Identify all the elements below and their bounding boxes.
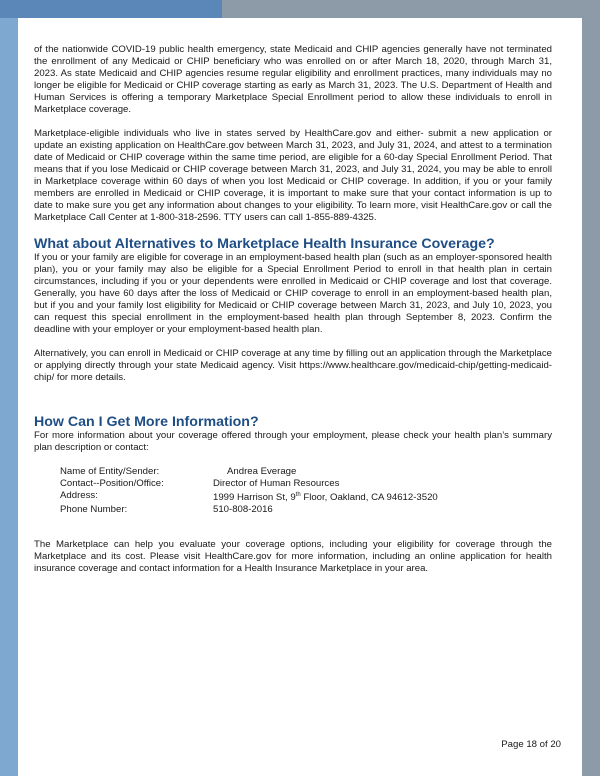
contact-value: Andrea Everage — [227, 466, 297, 477]
contact-row-entity — [60, 466, 552, 478]
heading-alternatives: What about Alternatives to Marketplace Health Insurance Coverage? — [34, 236, 495, 252]
contact-row-position — [60, 478, 552, 490]
contact-label: Name of Entity/Sender: — [60, 466, 160, 477]
right-margin-band — [582, 18, 600, 776]
contact-value — [213, 490, 438, 504]
paragraph-medicaid-alternative: Alternatively, you can enroll in Medicaid or CHIP coverage at any time by filling out an application through the Marketplace or applying directly through your state Medicaid agency. Visit https://www.healthcare.gov/medicaid-chip/getting-medicaid-chip/ for more details. — [34, 348, 552, 383]
page-number: Page 18 of 20 — [501, 739, 561, 750]
header-band-gray — [222, 0, 600, 18]
heading-more-information: How Can I Get More Information? — [34, 414, 259, 430]
contact-value: 510-808-2016 — [213, 503, 273, 515]
address-superscript: th — [295, 491, 301, 498]
contact-block — [60, 466, 552, 515]
contact-label: Address: — [60, 489, 98, 501]
paragraph-contact-intro: For more information about your coverage offered through your employment, please check your health plan’s summary plan description or contact: — [34, 430, 552, 453]
contact-label: Contact--Position/Office: — [60, 477, 164, 489]
address-text: Floor, Oakland, CA 94612-3520 — [300, 491, 438, 503]
paragraph-covid-emergency: of the nationwide COVID-19 public health emergency, state Medicaid and CHIP agencies generally have not terminated the enrollment of any Medicaid or CHIP beneficiary who was enrolled on or after March 18, 2020, through March 31, 2023. As state Medicaid and CHIP agencies resume regular eligibility and enrollment practices, many individuals may no longer be eligible for Medicaid or CHIP coverage starting as early as March 31, 2023. The U.S. Department of Health and Human Services is offering a temporary Marketplace Special Enrollment period to allow these individuals to enroll in Marketplace coverage. — [34, 44, 552, 115]
page-sheet — [18, 18, 582, 776]
paragraph-marketplace-eligible: Marketplace-eligible individuals who live in states served by HealthCare.gov and either- submit a new application or update an existing application on HealthCare.gov between March 31, 2023, and July 31, 2024, and attest to a termination date of Medicaid or CHIP coverage within the same time period, are eligible for a 60-day Special Enrollment Period. That means that if you lose Medicaid or CHIP coverage between March 31, 2023, and July 31, 2024, you may be able to enroll in Marketplace coverage within 60 days of when you lost Medicaid or CHIP coverage. In addition, if you or your family members are enrolled in Medicaid or CHIP coverage, it is important to make sure that your contact information is up to date to make sure you get any information about changes to your eligibility. To learn more, visit HealthCare.gov or call the Marketplace Call Center at 1-800-318-2596. TTY users can call 1-855-889-4325. — [34, 128, 552, 223]
contact-label: Phone Number: — [60, 503, 128, 515]
page-content — [34, 44, 552, 587]
paragraph-marketplace-help: The Marketplace can help you evaluate your coverage options, including your eligibility for coverage through the Marketplace and its cost. Please visit HealthCare.gov for more information, including an online application for health insurance coverage and contact information for a Health Insurance Marketplace in your area. — [34, 539, 552, 575]
paragraph-employment-plan: If you or your family are eligible for coverage in an employment-based health plan (such as an employer-sponsored health plan), you or your family may also be eligible for a Special Enrollment Period to enroll in that health plan in certain circumstances, including if you or your dependents were enrolled in Medicaid or CHIP coverage and lost that coverage. Generally, you have 60 days after the loss of Medicaid or CHIP coverage to enroll in an employment-based health plan, but if you and your family lost eligibility for Medicaid or CHIP coverage between March 31, 2023, and July 10, 2023, you can request this special enrollment in the employment-based health plan through September 8, 2023. Confirm the deadline with your employer or your employment-based health plan. — [34, 252, 552, 335]
left-margin-band — [0, 18, 18, 776]
header-band-blue — [0, 0, 222, 18]
contact-row-phone — [60, 504, 552, 516]
contact-value: Director of Human Resources — [213, 477, 340, 489]
contact-row-address — [60, 490, 552, 504]
address-text: 1999 Harrison St, 9 — [213, 491, 296, 503]
